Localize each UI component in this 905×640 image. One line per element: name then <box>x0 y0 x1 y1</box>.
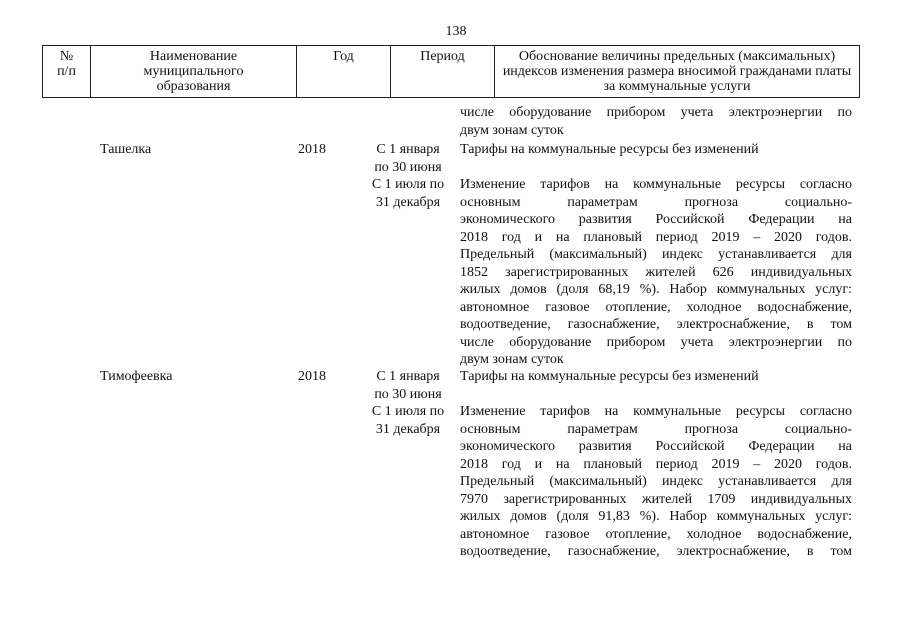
row-year: 2018 <box>298 369 326 384</box>
row-basis-1: Тарифы на коммунальные ресурсы без изменений <box>460 142 759 157</box>
row-period-1: С 1 января по 30 июня <box>374 142 442 175</box>
row-basis-1: Тарифы на коммунальные ресурсы без изменений <box>460 369 759 384</box>
table-header <box>42 45 860 98</box>
row-basis-2: Изменение тарифов на коммунальные ресурсы согласно основным параметрам прогноза социально- экономического развития Российской Федерации на 2018 год и на плановый период 2019 – 2020 годов. Предельный (максимальный) индекс устанавливается для 1852 зарегистрированных жителей 626 индивидуальных жилых домов (доля 68,19 %). Набор коммунальных услуг: автономное газовое отопление, холодное водоснабжение, водоотведение, газоснабжение, электроснабжение, в том числе оборудование прибором учета электроэнергии по двум зонам суток <box>460 177 852 367</box>
header-municipality: Наименование муниципального образования <box>91 46 297 98</box>
header-number: № п/п <box>43 46 91 98</box>
row-period-1: С 1 января по 30 июня <box>374 369 442 402</box>
header-period: Период <box>391 46 495 98</box>
row-period-2: С 1 июля по 31 декабря <box>371 177 445 210</box>
row-name: Тимофеевка <box>100 369 173 384</box>
row-name: Ташелка <box>100 142 152 157</box>
row-basis-2: Изменение тарифов на коммунальные ресурсы согласно основным параметрам прогноза социально- экономического развития Российской Федерации на 2018 год и на плановый период 2019 – 2020 годов. Предельный (максимальный) индекс устанавливается для 7970 зарегистрированных жителей 1709 индивидуальных жилых домов (доля 91,83 %). Набор коммунальных услуг: автономное газовое отопление, холодное водоснабжение, водоотведение, газоснабжение, электроснабжение, в том <box>460 404 852 559</box>
continuation-text: числе оборудование прибором учета электроэнергии по двум зонам суток <box>460 105 852 138</box>
page-number: 138 <box>445 24 467 39</box>
header-year: Год <box>297 46 391 98</box>
row-period-2: С 1 июля по 31 декабря <box>371 404 445 437</box>
header-basis: Обоснование величины предельных (максимальных) индексов изменения размера вносимой гражданами платы за коммунальные услуги <box>495 46 860 98</box>
row-year: 2018 <box>298 142 326 157</box>
